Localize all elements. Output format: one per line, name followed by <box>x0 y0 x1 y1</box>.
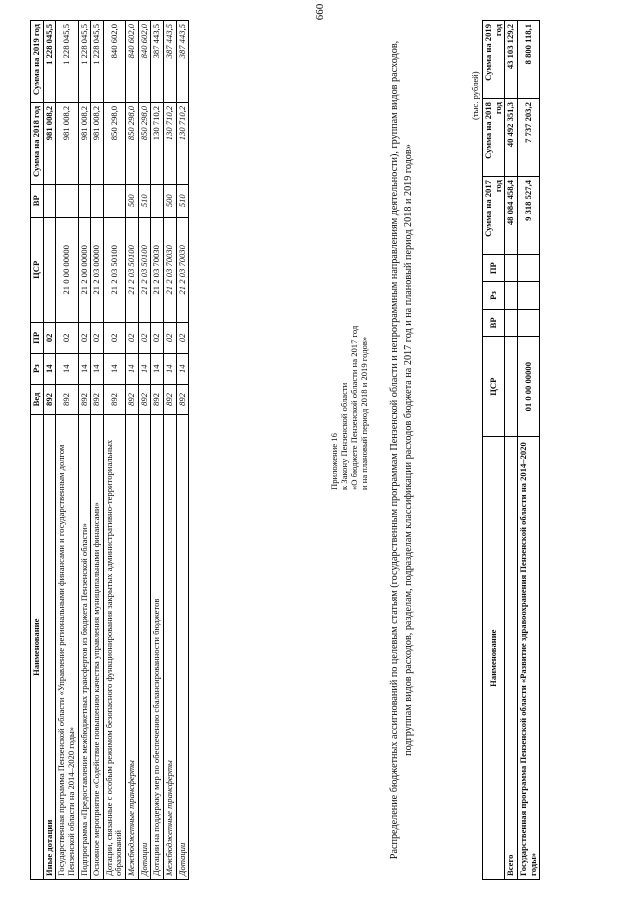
table-cell-s2018: 40 492 351,3 <box>505 99 518 177</box>
table-cell-rz: 14 <box>103 353 125 384</box>
table-cell-s2019: 840 602,0 <box>103 21 125 103</box>
table-cell-csr: 21 2 03 70030 <box>151 217 164 322</box>
table-cell-rz: 14 <box>43 353 56 384</box>
table-cell-pr: 02 <box>78 322 91 353</box>
table-row <box>103 21 125 880</box>
table-cell-s2018: 130 710,2 <box>163 102 176 184</box>
header-ved: Вед <box>31 384 44 415</box>
table-cell-vr <box>517 309 539 336</box>
document-title: Распределение бюджетных ассигнований по целевым статьям (государственным программам Пензенской области и непрограммным направлениям деятельности), группам видов расходов, подгруппам видов расходов, разделам, подразделам классификации расходов бюджета на 2017 год и на плановый период 2018 и 2019 годов» <box>389 40 414 860</box>
table-row <box>126 21 139 880</box>
page-number: 660 <box>314 3 326 21</box>
table-cell-ved: 892 <box>78 384 91 415</box>
table-cell-s2017: 9 318 527,4 <box>517 177 539 255</box>
table-cell-csr: 01 0 00 00000 <box>517 337 539 437</box>
table-cell-vr: 510 <box>176 184 189 217</box>
header-rz: Рз <box>31 353 44 384</box>
table-cell-s2019: 387 443,5 <box>163 21 176 103</box>
table-cell-s2018: 981 008,2 <box>56 102 78 184</box>
table-cell-csr: 21 2 03 50100 <box>126 217 139 322</box>
table-cell-s2019: 387 443,5 <box>151 21 164 103</box>
table-cell-pr <box>517 255 539 282</box>
header-pr: ПР <box>31 322 44 353</box>
table-cell-name: Подпрограмма «Предоставление межбюджетных трансфертов из бюджета Пензенской области» <box>78 415 91 880</box>
table-cell-vr <box>78 184 91 217</box>
table-cell-name: Дотации <box>176 415 189 880</box>
dotations-table <box>30 20 189 880</box>
appendix-line: к Закону Пензенской области <box>338 382 349 490</box>
table-row <box>91 21 104 880</box>
table-row <box>43 21 56 880</box>
header-sum-2019: Сумма на 2019 год <box>483 21 505 99</box>
header-sum-2019: Сумма на 2019 год <box>31 21 44 103</box>
table-header-row <box>31 21 44 880</box>
table-cell-name: Дотации, связанные с особым режимом безопасного функционирования закрытых административно-территориальных образований <box>103 415 125 880</box>
table-cell-s2018: 850 298,0 <box>103 102 125 184</box>
table-cell-name: Основное мероприятие «Содействие повышению качества управления муниципальными финансами» <box>91 415 104 880</box>
table-cell-s2018: 850 298,0 <box>138 102 151 184</box>
table-cell-ved: 892 <box>176 384 189 415</box>
table-cell-ved: 892 <box>163 384 176 415</box>
table-cell-s2018: 130 710,2 <box>176 102 189 184</box>
table-cell-name: Межбюджетные трансферты <box>163 415 176 880</box>
header-sum-2018: Сумма на 2018 год <box>483 99 505 177</box>
table-cell-rz <box>505 282 518 309</box>
table-cell-pr: 02 <box>126 322 139 353</box>
table-cell-pr: 02 <box>151 322 164 353</box>
table-cell-vr <box>151 184 164 217</box>
table-cell-rz: 14 <box>151 353 164 384</box>
table-cell-csr <box>505 337 518 437</box>
table-cell-pr: 02 <box>91 322 104 353</box>
header-vr: ВР <box>483 309 505 336</box>
appendix-heading <box>330 190 370 490</box>
table-cell-s2017: 48 084 458,4 <box>505 177 518 255</box>
table-cell-rz: 14 <box>91 353 104 384</box>
table-row <box>176 21 189 880</box>
header-csr: ЦСР <box>31 217 44 322</box>
table-cell-csr: 21 2 00 00000 <box>78 217 91 322</box>
table-cell-vr <box>103 184 125 217</box>
table-cell-vr <box>505 309 518 336</box>
table-cell-csr: 21 2 03 70030 <box>163 217 176 322</box>
table-cell-name: Государственная программа Пензенской области «Управление региональными финансами и государственным долгом Пензенской области на 2014–2020 годы» <box>56 415 78 880</box>
table-cell-s2018: 981 008,2 <box>91 102 104 184</box>
header-sum-2018: Сумма на 2018 год <box>31 102 44 184</box>
table-cell-ved: 892 <box>151 384 164 415</box>
table-cell-ved: 892 <box>56 384 78 415</box>
table-cell-pr: 02 <box>163 322 176 353</box>
table-cell-pr: 02 <box>43 322 56 353</box>
table-cell-rz: 14 <box>126 353 139 384</box>
table-cell-rz: 14 <box>176 353 189 384</box>
table-row <box>151 21 164 880</box>
table-cell-vr: 500 <box>163 184 176 217</box>
table-cell-vr <box>43 184 56 217</box>
table-cell-pr: 02 <box>176 322 189 353</box>
table-row <box>78 21 91 880</box>
rotated-page-content <box>30 20 610 880</box>
table-row <box>505 21 518 880</box>
header-sum-2017: Сумма на 2017 год <box>483 177 505 255</box>
table-header-row <box>483 21 505 880</box>
table-cell-name: Иные дотации <box>43 415 56 880</box>
header-vr: ВР <box>31 184 44 217</box>
table-row <box>56 21 78 880</box>
table-cell-ved: 892 <box>126 384 139 415</box>
table-cell-s2019: 1 228 045,5 <box>78 21 91 103</box>
appendix-number: Приложение 16 <box>329 433 339 490</box>
table-cell-csr: 21 2 03 50100 <box>103 217 125 322</box>
table-cell-name: Межбюджетные трансферты <box>126 415 139 880</box>
appendix-line: «О бюджете Пензенской области на 2017 год <box>348 325 359 490</box>
table-cell-name: Дотации на поддержку мер по обеспечению сбалансированности бюджетов <box>151 415 164 880</box>
table-cell-csr: 21 2 03 70030 <box>176 217 189 322</box>
table-cell-s2019: 840 602,0 <box>126 21 139 103</box>
table-cell-rz <box>517 282 539 309</box>
table-cell-ved: 892 <box>43 384 56 415</box>
table-cell-pr: 02 <box>103 322 125 353</box>
table-cell-ved: 892 <box>103 384 125 415</box>
table-cell-pr <box>505 255 518 282</box>
table-cell-vr <box>56 184 78 217</box>
table-cell-pr: 02 <box>138 322 151 353</box>
table-cell-vr <box>91 184 104 217</box>
header-name: Наименование <box>483 437 505 880</box>
table-cell-s2019: 1 228 045,5 <box>56 21 78 103</box>
header-pr: ПР <box>483 255 505 282</box>
table-row <box>163 21 176 880</box>
allocation-table <box>482 20 540 880</box>
table-cell-s2019: 43 103 129,2 <box>505 21 518 99</box>
table-cell-s2018: 7 737 203,2 <box>517 99 539 177</box>
table-cell-csr: 21 0 00 00000 <box>56 217 78 322</box>
table-cell-s2019: 1 228 045,5 <box>43 21 56 103</box>
table-cell-name: Государственная программа Пензенской области «Развитие здравоохранения Пензенской области на 2014–2020 годы» <box>517 437 539 880</box>
table-cell-csr: 21 2 03 00000 <box>91 217 104 322</box>
table-cell-pr: 02 <box>56 322 78 353</box>
table-cell-s2019: 840 602,0 <box>138 21 151 103</box>
table-cell-rz: 14 <box>163 353 176 384</box>
table-cell-name: Всего <box>505 437 518 880</box>
appendix-line: и на плановый период 2018 и 2019 годов» <box>358 336 369 490</box>
units-label: (тыс. рублей) <box>470 71 480 120</box>
table-cell-s2019: 8 800 118,1 <box>517 21 539 99</box>
table-cell-s2018: 850 298,0 <box>126 102 139 184</box>
table-cell-rz: 14 <box>56 353 78 384</box>
header-rz: Рз <box>483 282 505 309</box>
table-cell-rz: 14 <box>78 353 91 384</box>
table-cell-s2018: 981 008,2 <box>78 102 91 184</box>
table-row <box>138 21 151 880</box>
table-cell-s2018: 130 710,2 <box>151 102 164 184</box>
table-cell-csr: 21 2 03 50100 <box>138 217 151 322</box>
table-cell-name: Дотации <box>138 415 151 880</box>
table-cell-s2018: 981 008,2 <box>43 102 56 184</box>
table-cell-s2019: 1 228 045,5 <box>91 21 104 103</box>
header-name: Наименование <box>31 415 44 880</box>
table-cell-ved: 892 <box>138 384 151 415</box>
table-cell-vr: 510 <box>138 184 151 217</box>
table-cell-rz: 14 <box>138 353 151 384</box>
table-row <box>517 21 539 880</box>
table-cell-s2019: 387 443,5 <box>176 21 189 103</box>
table-cell-ved: 892 <box>91 384 104 415</box>
table-cell-vr: 500 <box>126 184 139 217</box>
header-csr: ЦСР <box>483 337 505 437</box>
table-cell-csr <box>43 217 56 322</box>
